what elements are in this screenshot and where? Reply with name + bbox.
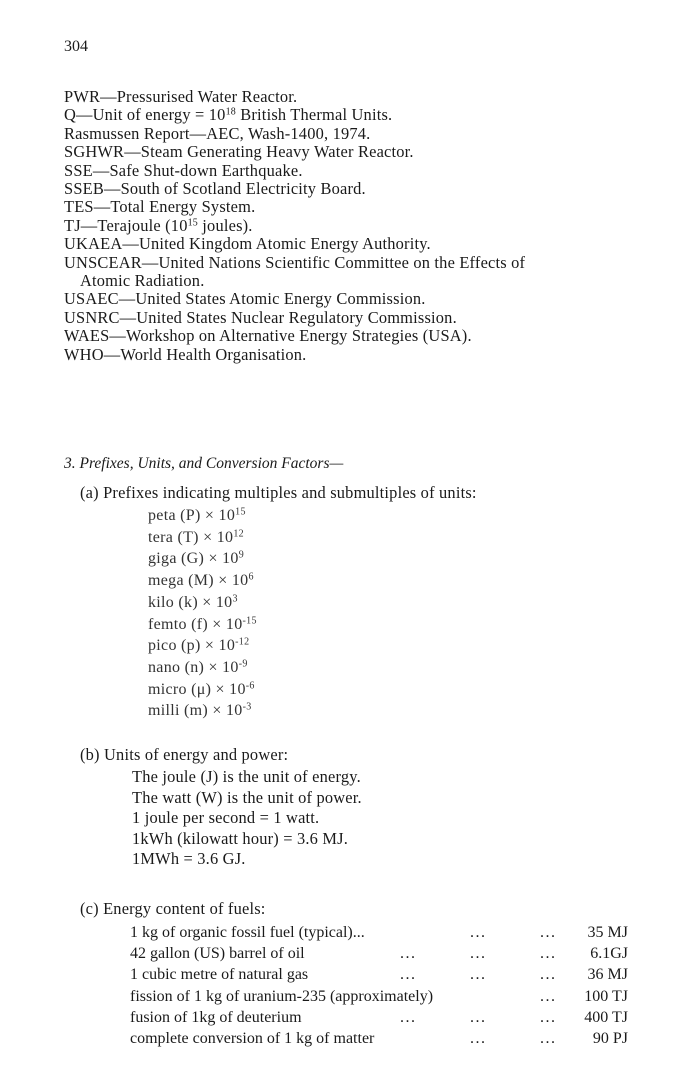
glossary-term: WHO <box>64 344 104 364</box>
fuel-row <box>130 1028 628 1049</box>
fuel-row <box>130 1007 628 1028</box>
glossary-text: UNSCEAR—United Nations Scientific Committee on the Effects of <box>64 252 526 272</box>
glossary-entry <box>64 198 644 216</box>
fuel-row <box>130 943 628 964</box>
glossary-text: SSE—Safe Shut-down Earthquake. <box>64 160 303 180</box>
fuel-row <box>130 922 628 943</box>
fuels-heading: (c) Energy content of fuels: <box>80 899 266 918</box>
glossary-entry <box>64 346 644 364</box>
glossary-line <box>64 88 644 106</box>
glossary-term: TJ <box>64 215 81 235</box>
leader-dots: ... <box>400 966 417 984</box>
glossary-entry <box>64 88 644 106</box>
glossary-text: WAES—Workshop on Alternative Energy Strategies (USA). <box>64 326 472 346</box>
prefix-exponent: 3 <box>232 593 238 605</box>
glossary-definition: United States Nuclear Regulatory Commission. <box>136 307 457 327</box>
glossary-text: USNRC—United States Nuclear Regulatory Commission. <box>64 307 457 327</box>
prefix-item <box>148 657 257 679</box>
fuel-label: fusion of 1kg of deuterium <box>130 1008 302 1026</box>
fuel-label: 42 gallon (US) barrel of oil <box>130 945 305 963</box>
prefix-exponent: -15 <box>242 615 257 627</box>
glossary-definition: United Nations Scientific Committee on the Effects of <box>158 252 526 272</box>
prefix-item <box>148 592 257 614</box>
glossary-definition: Unit of energy = 10 <box>92 105 226 125</box>
page-number: 304 <box>64 38 88 55</box>
fuel-value: 400 TJ <box>584 1008 628 1026</box>
prefixes-heading: (a) Prefixes indicating multiples and submultiples of units: <box>80 483 477 502</box>
leader-dots: ... <box>540 924 557 941</box>
glossary-definition-rest: British Thermal Units. <box>235 105 393 125</box>
glossary-entry <box>64 235 644 253</box>
fuel-value: 100 TJ <box>584 987 628 1005</box>
glossary-definition: AEC, Wash-1400, 1974. <box>206 123 371 143</box>
glossary-line <box>64 143 644 161</box>
unit-statement: The watt (W) is the unit of power. <box>132 787 362 807</box>
glossary-line <box>64 290 644 308</box>
glossary-entry <box>64 254 644 291</box>
unit-statement: 1MWh = 3.6 GJ. <box>132 849 246 869</box>
glossary-definition: United States Atomic Energy Commission. <box>135 289 426 309</box>
units-heading: (b) Units of energy and power: <box>80 745 289 764</box>
unit-statement: 1kWh (kilowatt hour) = 3.6 MJ. <box>132 828 349 848</box>
superscript-exponent: 18 <box>225 106 236 118</box>
glossary-term: USAEC <box>64 289 119 309</box>
prefix-text: nano (n) × 10 <box>148 658 239 676</box>
leader-dots: ... <box>470 924 487 941</box>
glossary-line <box>64 125 644 143</box>
glossary-term: UKAEA <box>64 234 123 254</box>
prefix-exponent: -3 <box>242 701 252 713</box>
fuel-value: 90 PJ <box>592 1029 628 1047</box>
glossary-text: PWR—Pressurised Water Reactor. <box>64 87 298 106</box>
glossary-text: USAEC—United States Atomic Energy Commission. <box>64 289 426 309</box>
leader-dots: ... <box>400 1008 417 1026</box>
prefix-exponent: 9 <box>238 549 244 561</box>
unit-statement: 1 joule per second = 1 watt. <box>132 808 320 828</box>
glossary-line <box>64 327 644 345</box>
glossary-line <box>64 217 644 235</box>
prefix-item <box>148 700 257 722</box>
glossary-line <box>64 180 644 198</box>
glossary-term: WAES <box>64 326 110 346</box>
prefix-exponent: 12 <box>233 528 244 540</box>
prefix-exponent: -6 <box>245 680 255 692</box>
glossary-line <box>64 254 644 272</box>
glossary-term: Q <box>64 105 77 125</box>
fuel-label: 1 kg of organic fossil fuel (typical)... <box>130 924 365 941</box>
glossary-term: USNRC <box>64 307 120 327</box>
prefix-text: kilo (k) × 10 <box>148 593 233 611</box>
glossary-entry <box>64 143 644 161</box>
fuel-value: 35 MJ <box>587 924 628 941</box>
prefix-item <box>148 527 257 549</box>
glossary-definition: South of Scotland Electricity Board. <box>120 179 366 199</box>
prefix-text: femto (f) × 10 <box>148 615 243 633</box>
glossary-text: SGHWR—Steam Generating Heavy Water Reactor. <box>64 142 414 162</box>
glossary-text: Rasmussen Report—AEC, Wash-1400, 1974. <box>64 123 371 143</box>
glossary-definition-rest: joules). <box>198 215 253 235</box>
prefix-exponent: 15 <box>235 506 246 518</box>
glossary-continuation: Atomic Radiation. <box>80 271 205 291</box>
leader-dots: ... <box>470 1029 487 1047</box>
prefix-text: pico (p) × 10 <box>148 637 236 655</box>
glossary-definition: Terajoule (10 <box>97 215 188 235</box>
glossary-line <box>64 346 644 364</box>
glossary-entry <box>64 106 644 124</box>
glossary-definition: United Kingdom Atomic Energy Authority. <box>138 234 431 254</box>
prefix-exponent: -9 <box>238 658 248 670</box>
glossary-definition: World Health Organisation. <box>120 344 307 364</box>
glossary-line <box>64 162 644 180</box>
glossary-text: UKAEA—United Kingdom Atomic Energy Authority. <box>64 234 431 254</box>
leader-dots: ... <box>470 945 487 963</box>
glossary-entry <box>64 217 644 235</box>
leader-dots: ... <box>540 1008 557 1026</box>
glossary-definition: Safe Shut-down Earthquake. <box>109 160 303 180</box>
prefix-item <box>148 679 257 701</box>
prefix-text: tera (T) × 10 <box>148 528 234 546</box>
glossary-definition: Pressurised Water Reactor. <box>116 87 298 106</box>
prefix-item <box>148 635 257 657</box>
glossary-entry <box>64 180 644 198</box>
glossary-line <box>64 106 644 124</box>
glossary-line <box>64 198 644 216</box>
prefix-text: micro (μ) × 10 <box>148 680 246 698</box>
glossary-definition: Workshop on Alternative Energy Strategies (USA). <box>126 326 472 346</box>
leader-dots: ... <box>470 966 487 984</box>
glossary-term: SSEB <box>64 179 104 199</box>
prefix-item <box>148 505 257 527</box>
glossary-term: UNSCEAR <box>64 252 142 272</box>
prefix-list <box>148 505 257 722</box>
glossary-entry <box>64 327 644 345</box>
glossary-text: Q—Unit of energy = $10^{18}$ British Thermal Units. <box>64 105 393 125</box>
prefix-item <box>148 548 257 570</box>
fuel-label: fission of 1 kg of uranium-235 (approximately) <box>130 987 434 1005</box>
prefix-item <box>148 570 257 592</box>
leader-dots: ... <box>540 1029 557 1047</box>
glossary-text: TES—Total Energy System. <box>64 197 256 217</box>
prefix-text: mega (M) × 10 <box>148 572 249 590</box>
glossary-text: SSEB—South of Scotland Electricity Board. <box>64 179 366 199</box>
prefix-text: milli (m) × 10 <box>148 702 243 720</box>
glossary-term: SSE <box>64 160 93 180</box>
unit-statement: The joule (J) is the unit of energy. <box>132 767 361 786</box>
fuel-value: 6.1GJ <box>590 945 628 963</box>
prefix-text: giga (G) × 10 <box>148 550 239 568</box>
fuel-value: 36 MJ <box>587 966 628 984</box>
glossary-entry <box>64 162 644 180</box>
glossary-entry <box>64 309 644 327</box>
leader-dots: ... <box>540 945 557 963</box>
glossary-list <box>64 88 644 364</box>
glossary-term: SGHWR <box>64 142 125 162</box>
units-list <box>132 767 362 870</box>
fuel-row <box>130 986 628 1007</box>
glossary-term: Rasmussen Report <box>64 123 190 143</box>
glossary-line <box>64 235 644 253</box>
section-title: 3. Prefixes, Units, and Conversion Factors— <box>64 455 344 472</box>
glossary-entry <box>64 290 644 308</box>
leader-dots: ... <box>540 987 557 1005</box>
leader-dots: ... <box>400 945 417 963</box>
leader-dots: ... <box>540 966 557 984</box>
prefix-exponent: -12 <box>235 636 250 648</box>
prefix-exponent: 6 <box>248 571 254 583</box>
leader-dots: ... <box>470 1008 487 1026</box>
glossary-text: TJ—Terajoule ($10^{15}$ joules). <box>64 215 253 235</box>
glossary-definition: Steam Generating Heavy Water Reactor. <box>140 142 414 162</box>
glossary-term: PWR <box>64 87 101 106</box>
fuel-label: 1 cubic metre of natural gas <box>130 966 309 984</box>
glossary-term: TES <box>64 197 94 217</box>
glossary-text: WHO—World Health Organisation. <box>64 344 307 364</box>
fuel-row <box>130 964 628 985</box>
fuel-table <box>130 922 628 1049</box>
superscript-exponent: 15 <box>187 217 198 229</box>
glossary-entry <box>64 125 644 143</box>
prefix-item <box>148 614 257 636</box>
glossary-definition: Total Energy System. <box>110 197 256 217</box>
glossary-line <box>64 309 644 327</box>
prefix-text: peta (P) × 10 <box>148 507 236 524</box>
fuel-label: complete conversion of 1 kg of matter <box>130 1029 375 1047</box>
